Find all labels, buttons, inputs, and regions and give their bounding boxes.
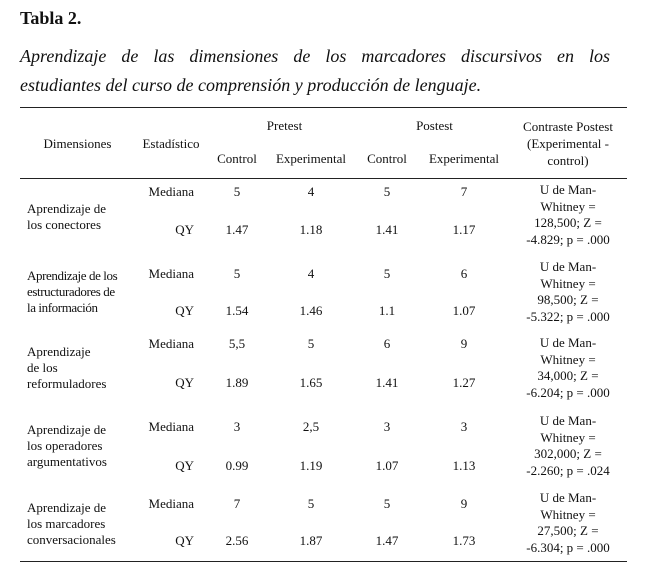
cell-mediana-experimental-post: 9	[460, 496, 468, 511]
result-line: U de Man-	[539, 182, 597, 197]
cell-mediana-experimental-pre: 5	[307, 496, 315, 511]
cell-mediana-control-post: 3	[383, 419, 391, 434]
header-control-pre: Control	[217, 151, 257, 166]
cell-mediana-control-pre: 5,5	[228, 336, 246, 351]
contrast-result	[510, 490, 626, 556]
stat-qy: QY	[175, 533, 194, 548]
dimension-line: reformuladores	[27, 376, 107, 391]
cell-mediana-experimental-post: 6	[460, 266, 468, 281]
stat-mediana: Mediana	[148, 419, 194, 434]
cell-qy-control-pre: 1.54	[225, 303, 249, 318]
table-caption	[20, 42, 610, 100]
header-control-post: Control	[367, 151, 407, 166]
dimension-cell	[27, 500, 127, 548]
result-line: U de Man-	[539, 490, 597, 505]
caption-line-1: Aprendizaje de las dimensiones de los marcadores discursivos en los	[20, 46, 610, 66]
contrast-result	[510, 259, 626, 325]
cell-qy-control-post: 1.41	[375, 222, 399, 237]
result-line: 128,500; Z =	[534, 215, 602, 230]
result-line: 98,500; Z =	[537, 292, 599, 307]
result-line: U de Man-	[539, 335, 597, 350]
caption-line-2: estudiantes del curso de comprensión y producción de lenguaje.	[20, 75, 482, 95]
cell-qy-experimental-post: 1.07	[452, 303, 476, 318]
header-contraste-3: control)	[547, 153, 589, 168]
cell-mediana-experimental-post: 9	[460, 336, 468, 351]
cell-mediana-experimental-pre: 4	[307, 184, 315, 199]
dimension-line: Aprendizaje de	[27, 500, 107, 515]
result-line: -2.260; p = .024	[526, 462, 610, 478]
cell-mediana-experimental-pre: 4	[307, 266, 315, 281]
cell-qy-experimental-pre: 1.46	[299, 303, 323, 318]
cell-qy-control-post: 1.47	[375, 533, 399, 548]
dimension-line: Aprendizaje de los	[27, 268, 118, 283]
dimension-line: de los	[27, 360, 58, 375]
header-contraste-1: Contraste Postest	[523, 119, 613, 134]
cell-qy-control-pre: 2.56	[225, 533, 249, 548]
cell-mediana-experimental-pre: 2,5	[302, 419, 320, 434]
result-line: Whitney =	[540, 429, 596, 445]
dimension-line: Aprendizaje de	[27, 201, 107, 216]
result-line: Whitney =	[540, 351, 596, 367]
cell-qy-experimental-pre: 1.18	[299, 222, 323, 237]
cell-mediana-experimental-pre: 5	[307, 336, 315, 351]
table-top-rule	[20, 107, 627, 108]
table-bottom-rule	[20, 561, 627, 562]
stat-mediana: Mediana	[148, 266, 194, 281]
header-estadistico: Estadístico	[142, 136, 200, 151]
dimension-cell	[27, 201, 127, 233]
cell-mediana-control-post: 5	[383, 496, 391, 511]
cell-qy-control-post: 1.41	[375, 375, 399, 390]
result-line: U de Man-	[539, 259, 597, 274]
stat-qy: QY	[175, 222, 194, 237]
header-experimental-post: Experimental	[428, 151, 500, 166]
stat-mediana: Mediana	[148, 336, 194, 351]
result-line: -6.304; p = .000	[526, 539, 610, 555]
result-line: 34,000; Z =	[537, 368, 599, 383]
dimension-line: conversacionales	[27, 532, 116, 547]
dimension-line: los conectores	[27, 217, 102, 232]
cell-qy-control-post: 1.1	[378, 303, 396, 318]
result-line: U de Man-	[539, 413, 597, 428]
contrast-result	[510, 413, 626, 479]
header-pretest: Pretest	[266, 118, 303, 133]
result-line: -4.829; p = .000	[526, 231, 610, 247]
cell-qy-experimental-post: 1.13	[452, 458, 476, 473]
cell-qy-experimental-pre: 1.65	[299, 375, 323, 390]
header-dimensiones: Dimensiones	[43, 136, 112, 151]
table-label: Tabla 2.	[20, 8, 82, 28]
dimension-line: Aprendizaje	[27, 344, 91, 359]
header-experimental-pre: Experimental	[275, 151, 347, 166]
dimension-line: estructuradores de	[27, 284, 115, 299]
cell-qy-control-pre: 1.89	[225, 375, 249, 390]
cell-qy-experimental-pre: 1.19	[299, 458, 323, 473]
cell-mediana-control-pre: 5	[233, 266, 241, 281]
cell-mediana-control-pre: 3	[233, 419, 241, 434]
contrast-result	[510, 335, 626, 401]
stat-qy: QY	[175, 458, 194, 473]
stat-qy: QY	[175, 303, 194, 318]
result-line: Whitney =	[540, 506, 596, 522]
cell-mediana-experimental-post: 3	[460, 419, 468, 434]
dimension-line: Aprendizaje de	[27, 422, 107, 437]
result-line: 302,000; Z =	[534, 446, 602, 461]
dimension-cell	[27, 344, 127, 392]
cell-qy-control-post: 1.07	[375, 458, 399, 473]
contrast-result	[510, 182, 626, 248]
header-postest: Postest	[416, 118, 453, 133]
dimension-line: los marcadores	[27, 516, 106, 531]
result-line: Whitney =	[540, 198, 596, 214]
cell-qy-experimental-post: 1.27	[452, 375, 476, 390]
cell-mediana-control-post: 5	[383, 184, 391, 199]
dimension-line: la información	[27, 300, 98, 315]
result-line: 27,500; Z =	[537, 523, 599, 538]
cell-mediana-experimental-post: 7	[460, 184, 468, 199]
cell-mediana-control-pre: 5	[233, 184, 241, 199]
stat-mediana: Mediana	[148, 184, 194, 199]
result-line: -6.204; p = .000	[526, 384, 610, 400]
dimension-cell	[27, 268, 127, 316]
result-line: Whitney =	[540, 275, 596, 291]
cell-mediana-control-pre: 7	[233, 496, 241, 511]
stat-qy: QY	[175, 375, 194, 390]
cell-qy-experimental-post: 1.17	[452, 222, 476, 237]
dimension-line: argumentativos	[27, 454, 107, 469]
cell-mediana-control-post: 5	[383, 266, 391, 281]
cell-qy-experimental-pre: 1.87	[299, 533, 323, 548]
dimension-line: los operadores	[27, 438, 103, 453]
cell-qy-control-pre: 1.47	[225, 222, 249, 237]
stat-mediana: Mediana	[148, 496, 194, 511]
cell-qy-control-pre: 0.99	[225, 458, 249, 473]
dimension-cell	[27, 422, 127, 470]
cell-mediana-control-post: 6	[383, 336, 391, 351]
result-line: -5.322; p = .000	[526, 308, 610, 324]
cell-qy-experimental-post: 1.73	[452, 533, 476, 548]
header-bottom-rule	[20, 178, 627, 179]
header-contraste-2: (Experimental -	[527, 136, 609, 151]
